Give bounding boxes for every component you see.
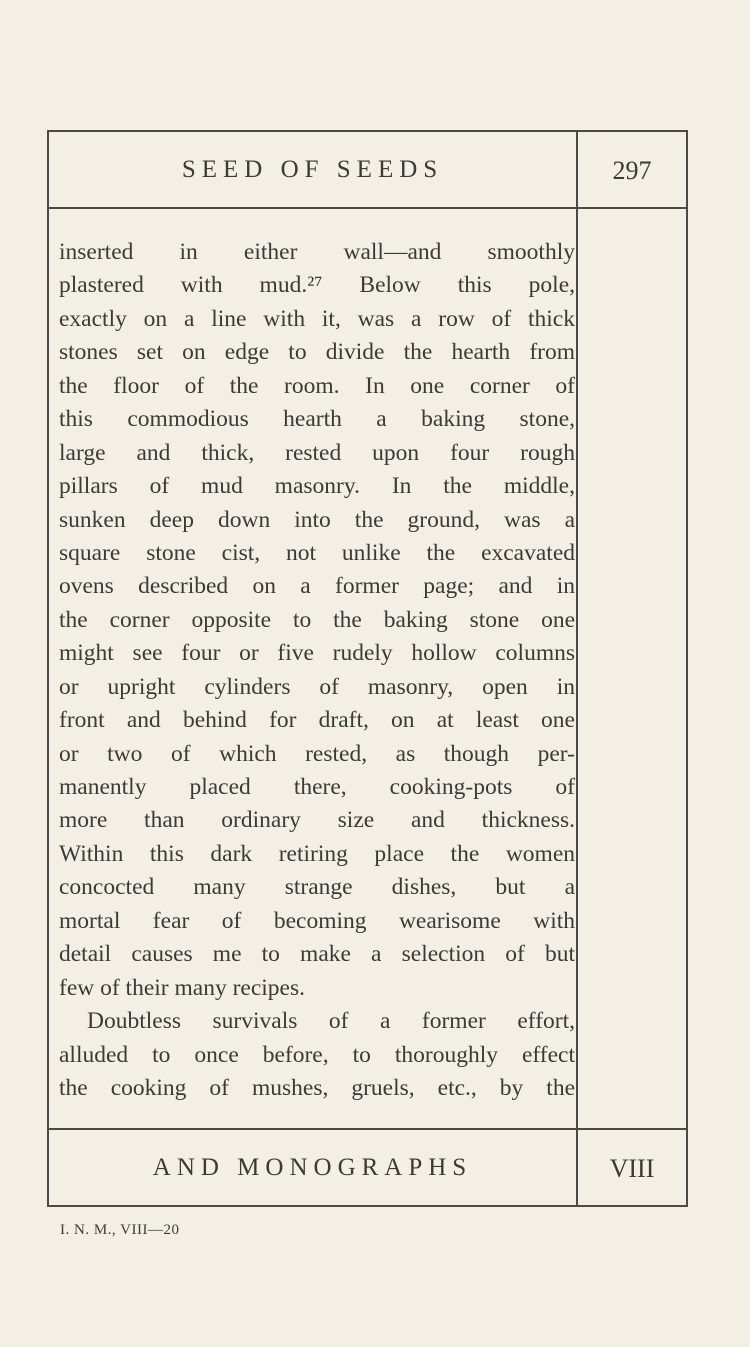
text-line: stones set on edge to divide the hearth from: [59, 339, 575, 366]
text-line: ovens described on a former page; and in: [59, 573, 575, 600]
text-line: large and thick, rested upon four rough: [59, 439, 575, 466]
text-line: might see four or five rudely hollow columns: [59, 640, 575, 667]
text-line: the corner opposite to the baking stone one: [59, 606, 575, 633]
text-line: Within this dark retiring place the women: [59, 840, 575, 867]
text-line: the floor of the room. In one corner of: [59, 372, 575, 399]
text-line: plastered with mud.²⁷ Below this pole,: [59, 272, 575, 299]
volume-number: VIII: [609, 1154, 655, 1183]
text-line: the cooking of mushes, gruels, etc., by the: [59, 1074, 575, 1101]
text-line: or upright cylinders of masonry, open in: [59, 673, 575, 700]
printer-signature: I. N. M., VIII—20: [60, 1222, 180, 1238]
footer-title: AND MONOGRAPHS: [152, 1154, 473, 1181]
text-line: exactly on a line with it, was a row of thick: [59, 305, 575, 332]
text-line: more than ordinary size and thickness.: [59, 807, 575, 834]
text-line: sunken deep down into the ground, was a: [59, 506, 575, 533]
running-footer: [49, 1128, 686, 1205]
text-line: mortal fear of becoming wearisome with: [59, 907, 575, 934]
text-line: manently placed there, cooking-pots of: [59, 774, 575, 800]
text-line: or two of which rested, as though per-: [59, 740, 575, 767]
text-line: detail causes me to make a selection of but: [59, 941, 575, 968]
text-line: concocted many strange dishes, but a: [59, 874, 575, 901]
text-line: few of their many recipes.: [59, 974, 305, 1001]
running-header: [49, 132, 686, 209]
page-frame: [47, 130, 688, 1207]
header-title: SEED OF SEEDS: [181, 156, 444, 183]
page-number: 297: [612, 156, 652, 185]
text-line: front and behind for draft, on at least one: [59, 707, 575, 734]
body-text: [59, 236, 575, 1105]
text-line: alluded to once before, to thoroughly effect: [59, 1041, 575, 1068]
text-line: pillars of mud masonry. In the middle,: [59, 473, 575, 500]
text-line: square stone cist, not unlike the excavated: [59, 539, 575, 566]
column-divider: [576, 132, 578, 1205]
text-line: inserted in either wall—and smoothly: [59, 239, 575, 265]
text-line: Doubtless survivals of a former effort,: [87, 1008, 575, 1035]
text-line: this commodious hearth a baking stone,: [59, 406, 575, 433]
